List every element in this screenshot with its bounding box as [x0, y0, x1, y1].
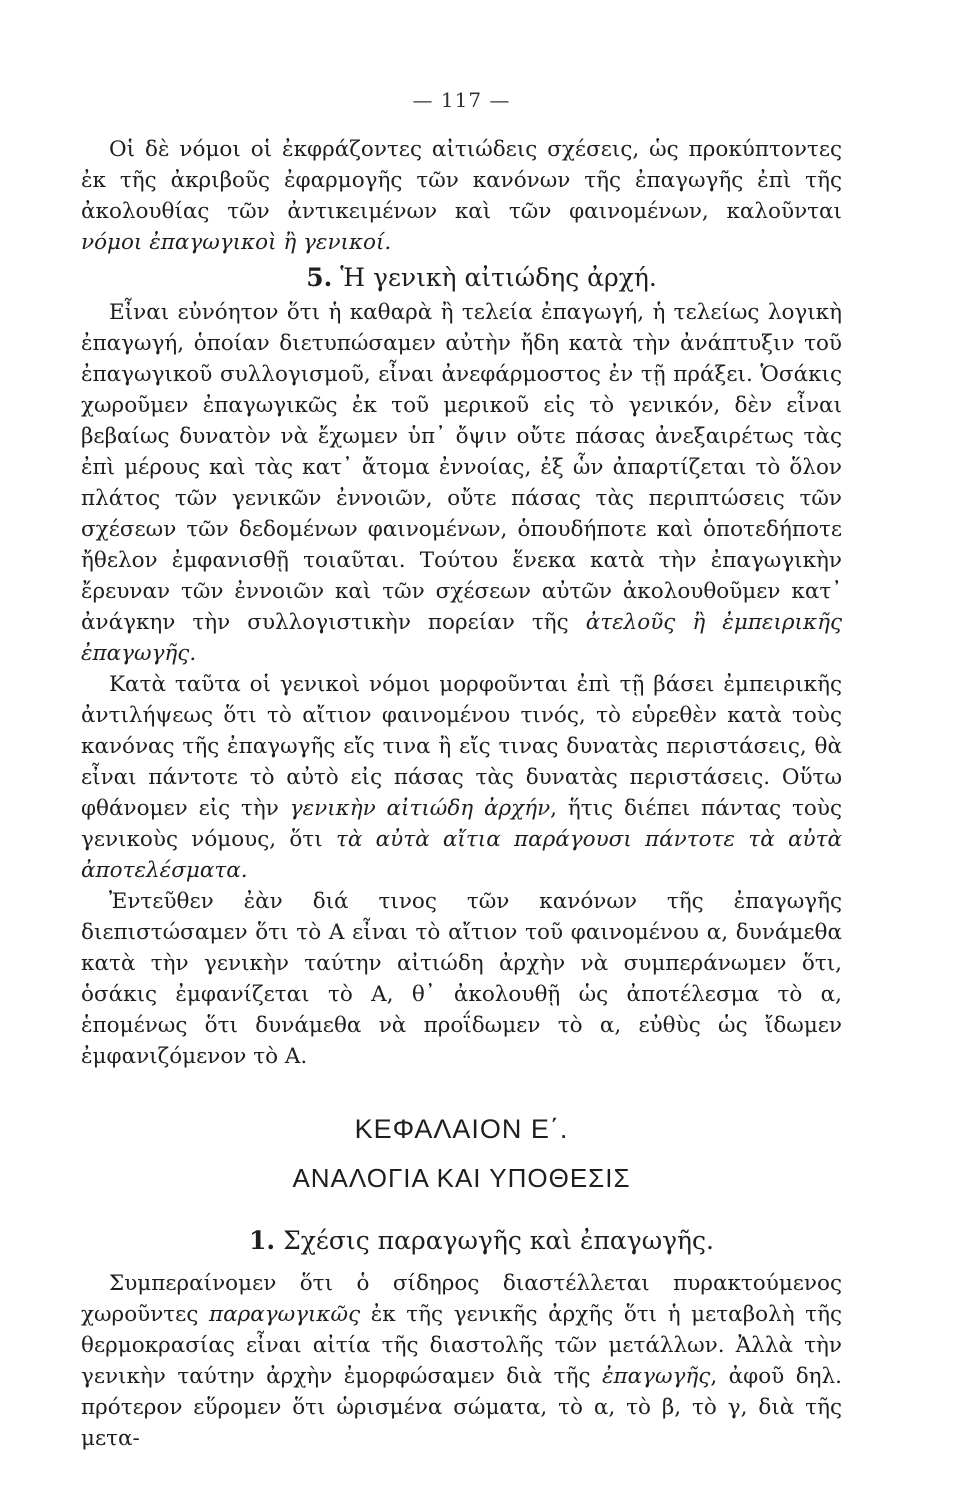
- italic-term: παραγωγικῶς: [208, 1302, 361, 1327]
- section-heading-1: [81, 1224, 842, 1258]
- paragraph-text: ἐκ τῆς γενικῆς ἀρχῆς ὅτι ἡ μεταβολὴ τῆς θερμοκρασίας εἶναι αἰτία τῆς διαστολῆς τῶν μετάλλων. Ἀλλὰ τὴν γενικὴν ταύτην ἀρχὴν ἐμορφώσαμεν διὰ τῆς: [81, 1302, 843, 1389]
- italic-term: ἐπαγωγῆς: [601, 1364, 711, 1389]
- paragraph-text: Οἱ δὲ νόμοι οἱ ἐκφράζοντες αἰτιώδεις σχέσεις, ὡς προκύπτοντες ἐκ τῆς ἀκριβοῦς ἐφαρμογῆς τῶν κανόνων τῆς ἐπαγωγῆς ἐπὶ τῆς ἀκολουθίας τῶν ἀντικειμένων καὶ τῶν φαινομένων, καλοῦνται: [81, 137, 842, 224]
- italic-term: γενικὴν αἰτιώδη ἀρχήν: [289, 796, 551, 821]
- paragraph-text: , ἥτις διέπει πάντας τοὺς γενικοὺς νόμους, ὅτι: [81, 796, 842, 852]
- section-heading-5: [81, 261, 842, 295]
- italic-term: νόμοι ἐπαγωγικοὶ ἢ γενικοί.: [81, 230, 392, 255]
- chapter-heading: ΚΕΦΑΛΑΙΟΝ Ε΄.: [354, 1114, 569, 1144]
- chapter-title: ΑΝΑΛΟΓΙΑ ΚΑΙ ΥΠΟΘΕΣΙΣ: [292, 1163, 631, 1193]
- paragraph-deduction: [81, 1268, 842, 1454]
- paragraph-text: Κατὰ ταῦτα οἱ γενικοὶ νόμοι μορφοῦνται ἐπὶ τῇ βάσει ἐμπειρικῆς ἀντιλήψεως ὅτι τὸ αἴτιον φαινομένου τινός, τὸ εὑρεθὲν κατὰ τοὺς κανόνας τῆς ἐπαγωγῆς εἴς τινα ἢ εἴς τινας δυνατὰς περιστάσεις, θὰ εἶναι πάντοτε τὸ αὐτὸ εἰς πάσας τὰς δυνατὰς περιστάσεις. Οὕτω φθάνομεν εἰς τὴν: [81, 672, 842, 821]
- section-number: 5.: [306, 263, 333, 292]
- section-title: Σχέσις παραγωγῆς καὶ ἐπαγωγῆς.: [283, 1226, 714, 1255]
- section-number: 1.: [249, 1226, 276, 1255]
- paragraph-general-laws: [81, 669, 842, 886]
- page-number: — 117 —: [412, 88, 511, 112]
- paragraph-text: Εἶναι εὐνόητον ὅτι ἡ καθαρὰ ἢ τελεία ἐπαγωγή, ἡ τελείως λογικὴ ἐπαγωγή, ὁποίαν διετυπώσαμεν αὐτὴν ἤδη κατὰ τὴν ἀνάπτυξιν τοῦ ἐπαγωγικοῦ συλλογισμοῦ, εἶναι ἀνεφάρμοστος ἐν τῇ πράξει. Ὁσάκις χωροῦμεν ἐπαγωγικῶς ἐκ τοῦ μερικοῦ εἰς τὸ γενικόν, δὲν εἶναι βεβαίως δυνατὸν νὰ ἔχωμεν ὑπ᾽ ὄψιν οὔτε πάσας ἀνεξαιρέτως τὰς ἐπὶ μέρους καὶ τὰς κατ᾽ ἄτομα ἐννοίας, ἐξ ὧν ἀπαρτίζεται τὸ ὅλον πλάτος τῶν γενικῶν ἐννοιῶν, οὔτε πάσας τὰς περιπτώσεις τῶν σχέσεων τῶν δεδομένων φαινομένων, ὁπουδήποτε καὶ ὁποτεδήποτε ἤθελον ἐμφανισθῇ τοιαῦται. Τούτου ἕνεκα κατὰ τὴν ἐπαγωγικὴν ἔρευναν τῶν ἐννοιῶν καὶ τῶν σχέσεων αὐτῶν ἀκολουθοῦμεν κατ᾽ ἀνάγκην τὴν συλλογιστικὴν πορείαν τῆς: [81, 300, 842, 635]
- paragraph-consequence: Ἐντεῦθεν ἐὰν διά τινος τῶν κανόνων τῆς ἐπαγωγῆς διεπιστώσαμεν ὅτι τὸ Α εἶναι τὸ αἴτιον τοῦ φαινομένου α, δυνάμεθα κατὰ τὴν γενικὴν ταύτην αἰτιώδη ἀρχὴν νὰ συμπεράνωμεν ὅτι, ὁσάκις ἐμφανίζεται τὸ Α, θ᾽ ἀκολουθῇ ὡς ἀποτέλεσμα τὸ α, ἑπομένως ὅτι δυνάμεθα νὰ προΐδωμεν τὸ α, εὐθὺς ὡς ἴδωμεν ἐμφανιζόμενον τὸ Α.: [81, 889, 842, 1069]
- italic-term: τὰ αὐτὰ αἴτια παράγουσι πάντοτε τὰ αὐτὰ ἀποτελέσματα.: [81, 827, 842, 883]
- section-title: Ἡ γενικὴ αἰτιώδης ἀρχή.: [340, 263, 657, 292]
- italic-term: ἀτελοῦς ἢ ἐμπειρικῆς ἐπαγωγῆς.: [81, 610, 842, 666]
- paragraph-induction: [81, 297, 842, 669]
- paragraph-text: , ἀφοῦ δηλ. πρότερον εὕρομεν ὅτι ὡρισμένα σώματα, τὸ α, τὸ β, τὸ γ, διὰ τῆς μετα-: [81, 1364, 842, 1451]
- paragraph-laws: [81, 134, 842, 258]
- paragraph-text: Συμπεραίνομεν ὅτι ὁ σίδηρος διαστέλλεται πυρακτούμενος χωροῦντες: [81, 1271, 842, 1327]
